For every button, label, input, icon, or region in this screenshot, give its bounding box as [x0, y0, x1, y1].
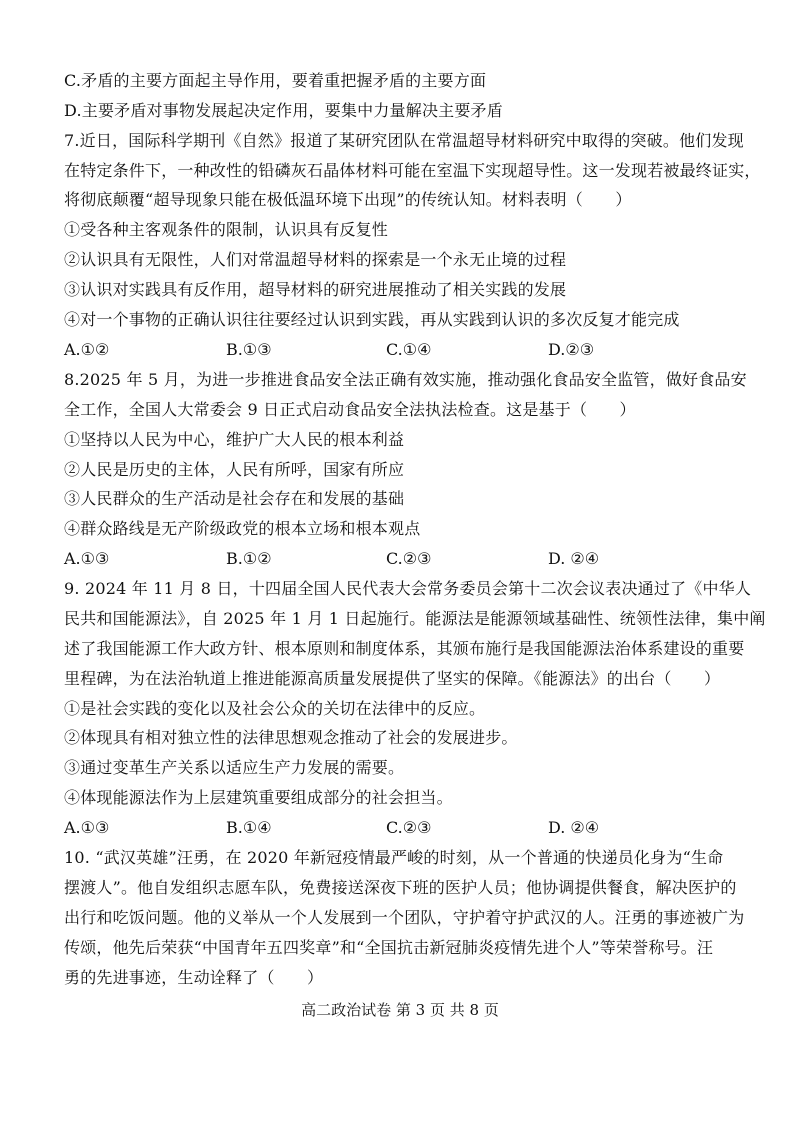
q9-stem-line: 9. 2024 年 11 月 8 日，十四届全国人民代表大会常务委员会第十二次会议表决通过了《中华人 — [64, 579, 752, 598]
q9-statement: ③通过变革生产关系以适应生产力发展的需要。 — [64, 758, 405, 777]
q9-stem-line: 民共和国能源法》，自 2025 年 1 月 1 日起施行。能源法是能源领域基础性、统领性法律，集中阐 — [64, 609, 766, 628]
q10-stem-line: 摆渡人”。他自发组织志愿车队，免费接送深夜下班的医护人员；他协调提供餐食，解决医护的 — [64, 878, 737, 897]
q7-statement: ④对一个事物的正确认识往往要经过认识到实践，再从实践到认识的多次反复才能完成 — [64, 310, 680, 329]
q7-option-d: D.②③ — [548, 340, 595, 359]
q8-option-c: C.②③ — [386, 549, 432, 568]
q9-statement: ①是社会实践的变化以及社会公众的关切在法律中的反应。 — [64, 699, 486, 718]
q9-option-a: A.①③ — [64, 818, 110, 837]
q8-option-d: D. ②④ — [548, 549, 600, 568]
q8-option-b: B.①② — [226, 549, 272, 568]
q10-stem-line: 传颂，他先后荣获“中国青年五四奖章”和“全国抗击新冠肺炎疫情先进个人”等荣誉称号。汪 — [64, 938, 714, 957]
q10-stem-line: 勇的先进事迹，生动诠释了（ ） — [64, 968, 324, 987]
q9-option-c: C.②③ — [386, 818, 432, 837]
q7-statement: ③认识对实践具有反作用，超导材料的研究进展推动了相关实践的发展 — [64, 280, 567, 299]
page-footer: 高二政治试卷 第 3 页 共 8 页 — [301, 1001, 499, 1019]
q9-options — [64, 817, 744, 839]
q7-options — [64, 339, 744, 361]
q7-stem-line: 7.近日，国际科学期刊《自然》报道了某研究团队在常温超导材料研究中取得的突破。他们发现 — [64, 131, 744, 150]
q9-stem-line: 里程碑，为在法治轨道上推进能源高质量发展提供了坚实的保障。《能源法》的出台（ ） — [64, 669, 721, 688]
q8-options — [64, 548, 744, 570]
q7-option-b: B.①③ — [226, 340, 272, 359]
q8-stem-line: 8.2025 年 5 月，为进一步推进食品安全法正确有效实施，推动强化食品安全监管，做好食品安 — [64, 370, 747, 389]
q9-option-d: D. ②④ — [548, 818, 600, 837]
q7-stem-line: 将彻底颠覆“超导现象只能在极低温环境下出现”的传统认知。材料表明（ ） — [64, 190, 632, 209]
q7-stem-line: 在特定条件下，一种改性的铅磷灰石晶体材料可能在室温下实现超导性。这一发现若被最终证实， — [64, 161, 761, 180]
q7-statement: ②认识具有无限性，人们对常温超导材料的探索是一个永无止境的过程 — [64, 250, 567, 269]
q9-statement: ④体现能源法作为上层建筑重要组成部分的社会担当。 — [64, 788, 453, 807]
q6-option-d: D.主要矛盾对事物发展起决定作用，要集中力量解决主要矛盾 — [64, 101, 503, 120]
q9-stem-line: 述了我国能源工作大政方针、根本原则和制度体系，其颁布施行是我国能源法治体系建设的重要 — [64, 639, 745, 658]
q8-stem-line: 全工作，全国人大常委会 9 日正式启动食品安全法执法检查。这是基于（ ） — [64, 400, 636, 419]
q9-option-b: B.①④ — [226, 818, 272, 837]
q7-statement: ①受各种主客观条件的限制，认识具有反复性 — [64, 220, 389, 239]
q8-statement: ①坚持以人民为中心，维护广大人民的根本利益 — [64, 430, 405, 449]
q8-statement: ④群众路线是无产阶级政党的根本立场和根本观点 — [64, 519, 421, 538]
q7-option-a: A.①② — [64, 340, 110, 359]
q10-stem-line: 10. “武汉英雄”汪勇，在 2020 年新冠疫情最严峻的时刻，从一个普通的快递员化身为“生命 — [64, 848, 724, 867]
q8-statement: ③人民群众的生产活动是社会存在和发展的基础 — [64, 489, 405, 508]
q9-statement: ②体现具有相对独立性的法律思想观念推动了社会的发展进步。 — [64, 728, 518, 747]
q8-statement: ②人民是历史的主体，人民有所呼，国家有所应 — [64, 460, 405, 479]
q8-option-a: A.①③ — [64, 549, 110, 568]
q6-option-c: C.矛盾的主要方面起主导作用，要着重把握矛盾的主要方面 — [64, 71, 487, 90]
q10-stem-line: 出行和吃饭问题。他的义举从一个人发展到一个团队，守护着守护武汉的人。汪勇的事迹被广为 — [64, 908, 745, 927]
q7-option-c: C.①④ — [386, 340, 432, 359]
